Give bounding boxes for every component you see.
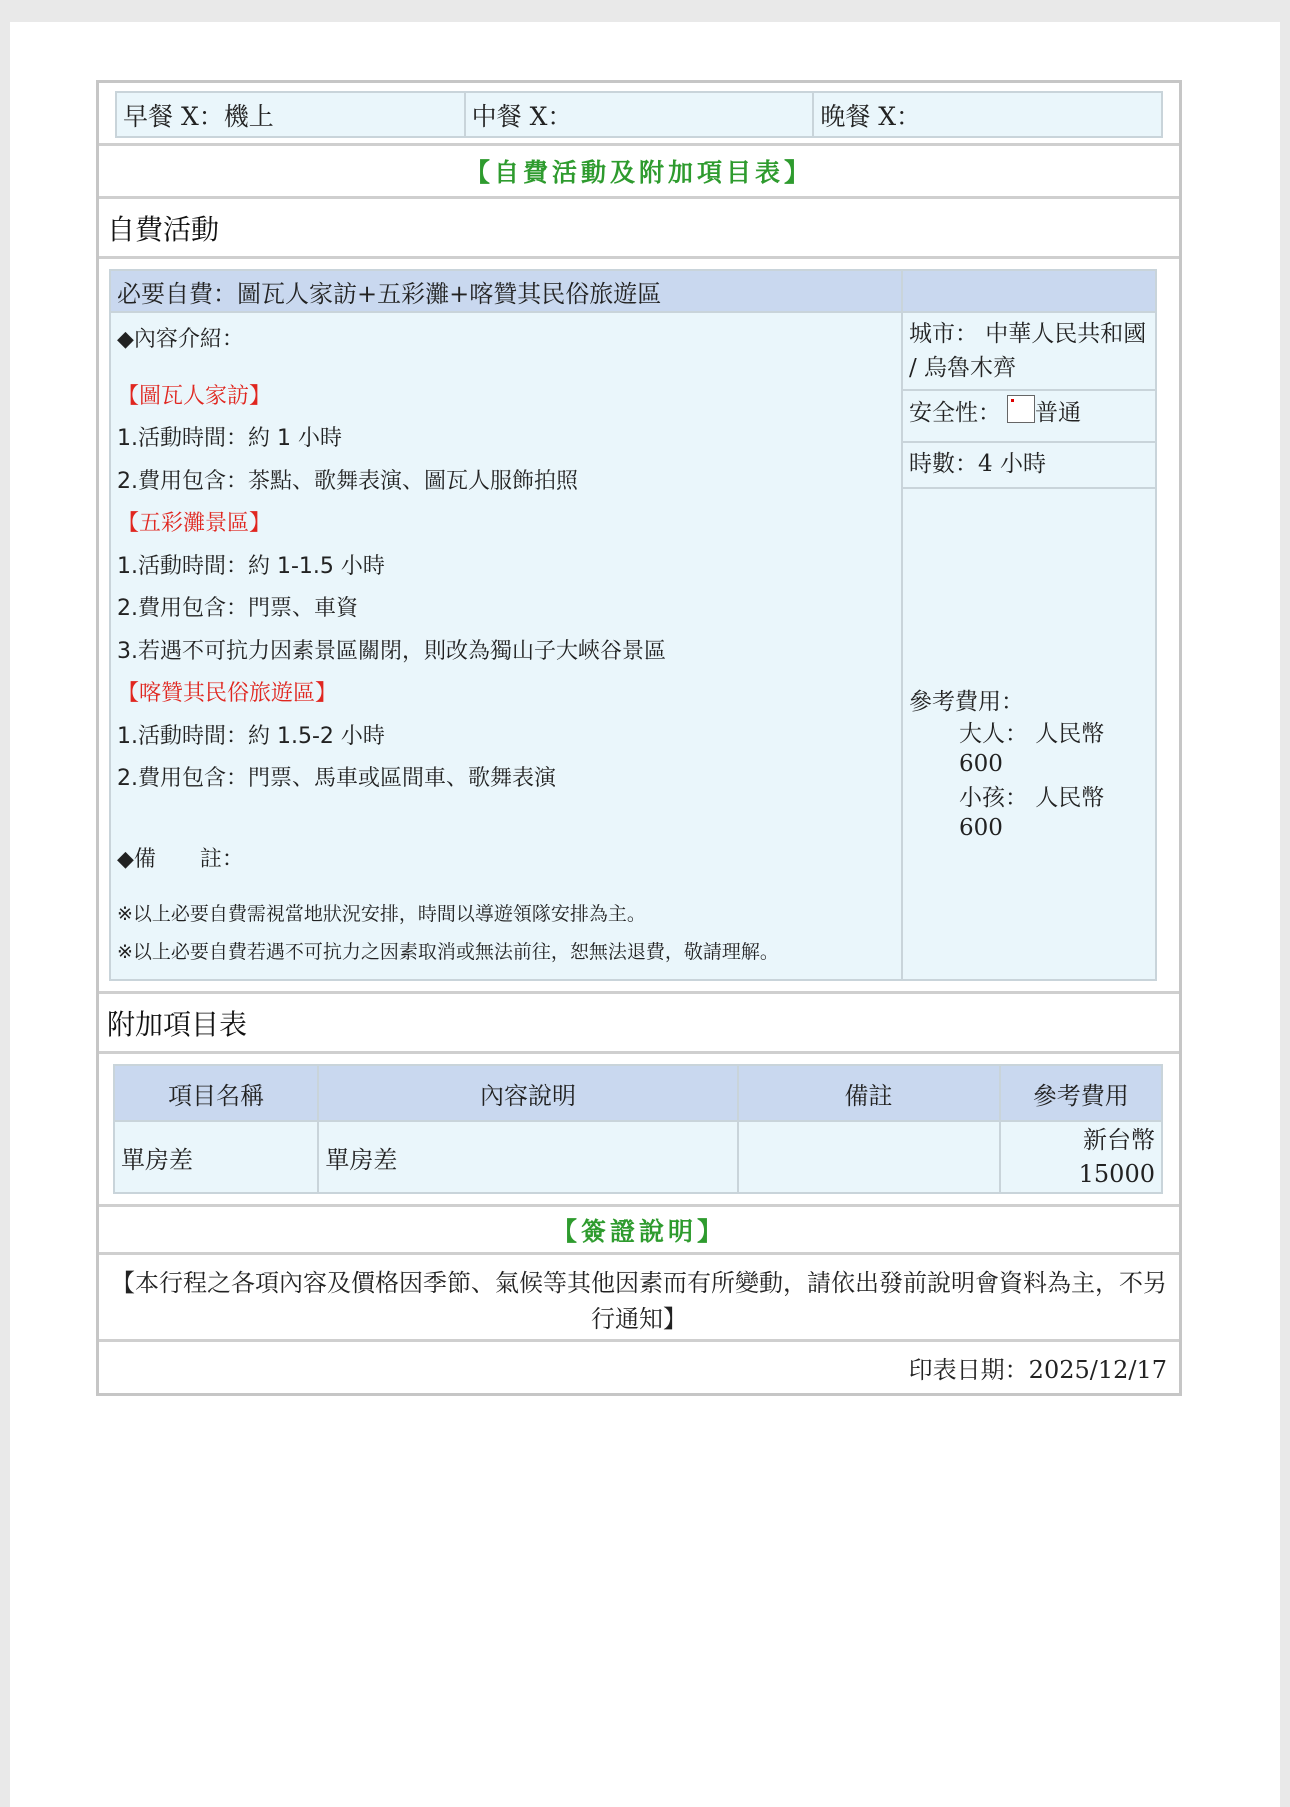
spot-title: 【五彩灘景區】: [117, 511, 272, 536]
activity-name-side: [902, 270, 1156, 312]
spot-line: 1.活動時間：約 1 小時: [117, 426, 342, 451]
spot-title: 【喀贊其民俗旅遊區】: [117, 681, 338, 706]
child-fee: 小孩： 人民幣 600: [959, 785, 1105, 841]
activity-name: 必要自費：圖瓦人家訪+五彩灘+喀贊其民俗旅遊區: [110, 270, 902, 312]
spot-line: 3.若遇不可抗力因素景區關閉，則改為獨山子大峽谷景區: [117, 638, 666, 664]
itinerary-document: [96, 80, 1182, 1396]
spot-line: 2.費用包含：門票、車資: [117, 596, 358, 621]
addon-item-name: 單房差: [114, 1121, 318, 1193]
note-line: ※以上必要自費若遇不可抗力之因素取消或無法前往，恕無法退費，敬請理解。: [117, 941, 779, 963]
safety-value: 普通: [1035, 400, 1081, 426]
addon-item-note: [738, 1121, 1000, 1193]
print-date: 印表日期：2025/12/17: [908, 1356, 1167, 1384]
optional-activity-heading: 自費活動: [99, 199, 1179, 259]
lunch-cell: 中餐 X：: [465, 92, 814, 137]
meals-table: [115, 91, 1163, 138]
column-header: 內容說明: [318, 1065, 737, 1121]
disclaimer-text: 【本行程之各項內容及價格因季節、氣候等其他因素而有所變動，請依出發前說明會資料為主，不另行通知】: [99, 1255, 1179, 1342]
addon-item-desc: 單房差: [318, 1121, 737, 1193]
safety-cell: [902, 390, 1156, 442]
column-header: 參考費用: [1000, 1065, 1162, 1121]
table-row: [114, 1121, 1162, 1193]
addon-block: [99, 1054, 1179, 1207]
note-line: ※以上必要自費需視當地狀況安排，時間以導遊領隊安排為主。: [117, 903, 646, 925]
column-header: 備註: [738, 1065, 1000, 1121]
optional-activity-table: [109, 269, 1157, 981]
optional-activity-block: [99, 259, 1179, 994]
spot-line: 1.活動時間：約 1-1.5 小時: [117, 553, 385, 579]
note-label: ◆備 註：: [117, 846, 244, 872]
breakfast-cell: 早餐 X：機上: [116, 92, 465, 137]
meals-row: [99, 83, 1179, 146]
hours-cell: 時數：4 小時: [902, 442, 1156, 488]
visa-title: 【簽證說明】: [99, 1207, 1179, 1255]
dinner-cell: 晚餐 X：: [813, 92, 1162, 137]
city-cell: 城市： 中華人民共和國 / 烏魯木齊: [902, 312, 1156, 390]
addon-table: [113, 1064, 1163, 1194]
fee-label: 參考費用：: [909, 689, 1024, 715]
spot-line: 2.費用包含：門票、馬車或區間車、歌舞表演: [117, 766, 556, 791]
adult-fee: 大人： 人民幣 600: [959, 721, 1105, 777]
column-header: 項目名稱: [114, 1065, 318, 1121]
spot-line: 2.費用包含：茶點、歌舞表演、圖瓦人服飾拍照: [117, 468, 578, 494]
fee-cell: [902, 488, 1156, 980]
spot-line: 1.活動時間：約 1.5-2 小時: [117, 723, 385, 749]
section-title: 【自費活動及附加項目表】: [99, 146, 1179, 199]
checkbox-icon: [1007, 395, 1035, 423]
spot-title: 【圖瓦人家訪】: [117, 383, 272, 409]
safety-label: 安全性：: [909, 400, 1001, 426]
addon-item-fee: 新台幣 15000: [1000, 1121, 1162, 1193]
intro-label: ◆內容介紹：: [117, 327, 244, 352]
activity-content: [110, 312, 902, 980]
addon-heading: 附加項目表: [99, 994, 1179, 1054]
